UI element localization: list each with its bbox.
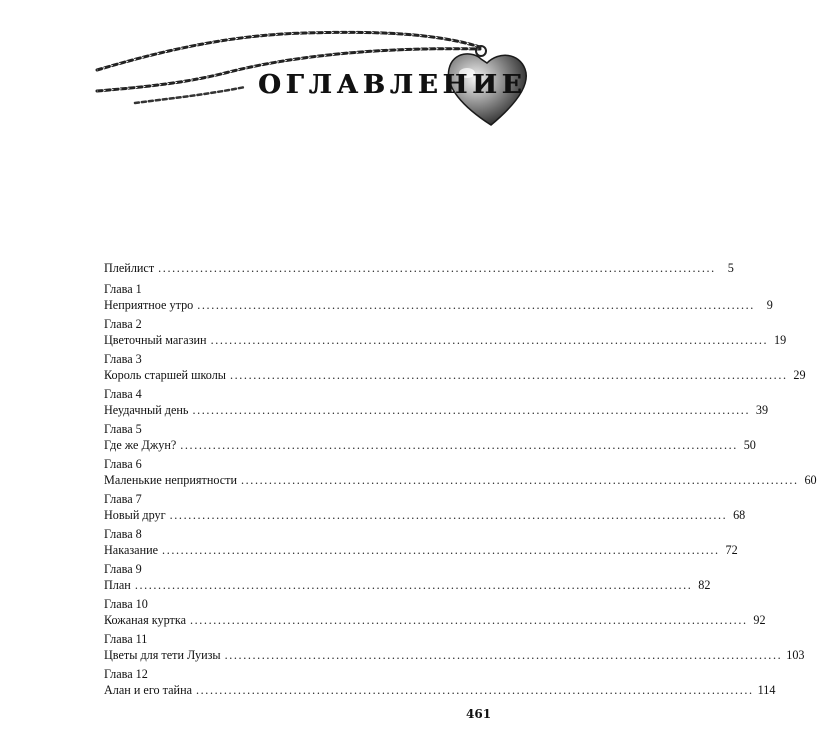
toc-entry-page: 103: [786, 648, 805, 662]
page-title: ОГЛАВЛЕНИЕ: [258, 70, 527, 100]
toc-entry-page: 9: [766, 298, 773, 312]
toc-entry-row: [104, 472, 817, 488]
chapter-list: [104, 281, 817, 698]
leader-dots: ........................................................................................................................: [229, 368, 788, 382]
toc-chapter[interactable]: [104, 491, 746, 523]
chapter-label: Глава 12: [104, 667, 148, 681]
toc-entry-title: Кожаная куртка: [104, 613, 186, 627]
toc-entry-title: Наказание: [104, 543, 159, 557]
toc-entry-row: [104, 437, 756, 453]
toc-entry-title: Маленькие неприятности: [104, 473, 238, 487]
page-number: 461: [466, 707, 492, 721]
toc-entry-playlist[interactable]: [104, 260, 734, 276]
toc-chapter[interactable]: [104, 561, 711, 593]
toc-entry-page: 68: [733, 508, 746, 522]
toc-entry-page: 92: [753, 613, 766, 627]
leader-dots: ........................................................................................................................: [192, 403, 751, 417]
leader-dots: ........................................................................................................................: [134, 578, 693, 592]
toc-chapter[interactable]: [104, 421, 756, 453]
toc-entry-title: Неприятное утро: [104, 298, 194, 312]
table-of-contents: [104, 260, 817, 701]
toc-entry-title: Цветочный магазин: [104, 333, 207, 347]
toc-chapter[interactable]: [104, 631, 805, 663]
toc-entry-page: 29: [793, 368, 806, 382]
toc-entry-page: 39: [755, 403, 769, 417]
toc-entry-page: 5: [727, 261, 734, 275]
toc-entry-page: 114: [757, 683, 776, 697]
toc-entry-title: Король старшей школы: [104, 368, 226, 382]
toc-entry-title: Цветы для тети Луизы: [104, 648, 221, 662]
toc-entry-row: [104, 612, 766, 628]
chapter-label: Глава 8: [104, 527, 142, 541]
toc-chapter[interactable]: [104, 666, 776, 698]
toc-entry-page: 72: [725, 543, 738, 557]
leader-dots: ........................................................................................................................: [169, 508, 728, 522]
toc-entry-row: [104, 647, 805, 663]
toc-entry-title: Плейлист: [104, 261, 155, 275]
chapter-label: Глава 9: [104, 562, 142, 576]
toc-entry-row: [104, 297, 773, 313]
toc-entry-page: 50: [743, 438, 756, 452]
chapter-label: Глава 1: [104, 282, 142, 296]
toc-entry-title: План: [104, 578, 131, 592]
leader-dots: ........................................................................................................................: [241, 473, 799, 487]
leader-dots: ........................................................................................................................: [189, 613, 748, 627]
toc-chapter[interactable]: [104, 456, 817, 488]
toc-chapter[interactable]: [104, 386, 769, 418]
chapter-label: Глава 10: [104, 597, 148, 611]
toc-entry-page: 19: [774, 333, 787, 347]
chapter-label: Глава 11: [104, 632, 148, 646]
toc-chapter[interactable]: [104, 281, 773, 313]
chapter-label: Глава 5: [104, 422, 142, 436]
leader-dots: ........................................................................................................................: [197, 298, 755, 312]
leader-dots: ........................................................................................................................: [180, 438, 738, 452]
chapter-label: Глава 6: [104, 457, 142, 471]
chapter-label: Глава 3: [104, 352, 142, 366]
toc-entry-row: [104, 682, 776, 698]
leader-dots: ........................................................................................................................: [162, 543, 720, 557]
toc-entry-page: 60: [804, 473, 817, 487]
toc-entry-row: [104, 507, 746, 523]
toc-chapter[interactable]: [104, 351, 806, 383]
chapter-label: Глава 7: [104, 492, 142, 506]
toc-entry-title: Новый друг: [104, 508, 166, 522]
leader-dots: ........................................................................................................................: [196, 683, 754, 697]
toc-entry-row: [104, 577, 711, 593]
toc-entry-row: [104, 367, 806, 383]
toc-entry-title: Алан и его тайна: [104, 683, 193, 697]
toc-entry-title: Неудачный день: [104, 403, 189, 417]
toc-chapter[interactable]: [104, 526, 738, 558]
toc-entry-page: 82: [698, 578, 711, 592]
toc-entry-title: Где же Джун?: [104, 438, 177, 452]
toc-chapter[interactable]: [104, 316, 787, 348]
toc-entry-row: [104, 332, 787, 348]
chapter-label: Глава 4: [104, 387, 142, 401]
leader-dots: ........................................................................................................................: [224, 648, 783, 662]
chain-upper: [97, 32, 480, 70]
chapter-label: Глава 2: [104, 317, 142, 331]
toc-entry-row: [104, 402, 769, 418]
toc-entry-row: [104, 542, 738, 558]
toc-chapter[interactable]: [104, 596, 766, 628]
leader-dots: ........................................................................................................................: [210, 333, 769, 347]
leader-dots: ........................................................................................................................: [158, 261, 716, 275]
